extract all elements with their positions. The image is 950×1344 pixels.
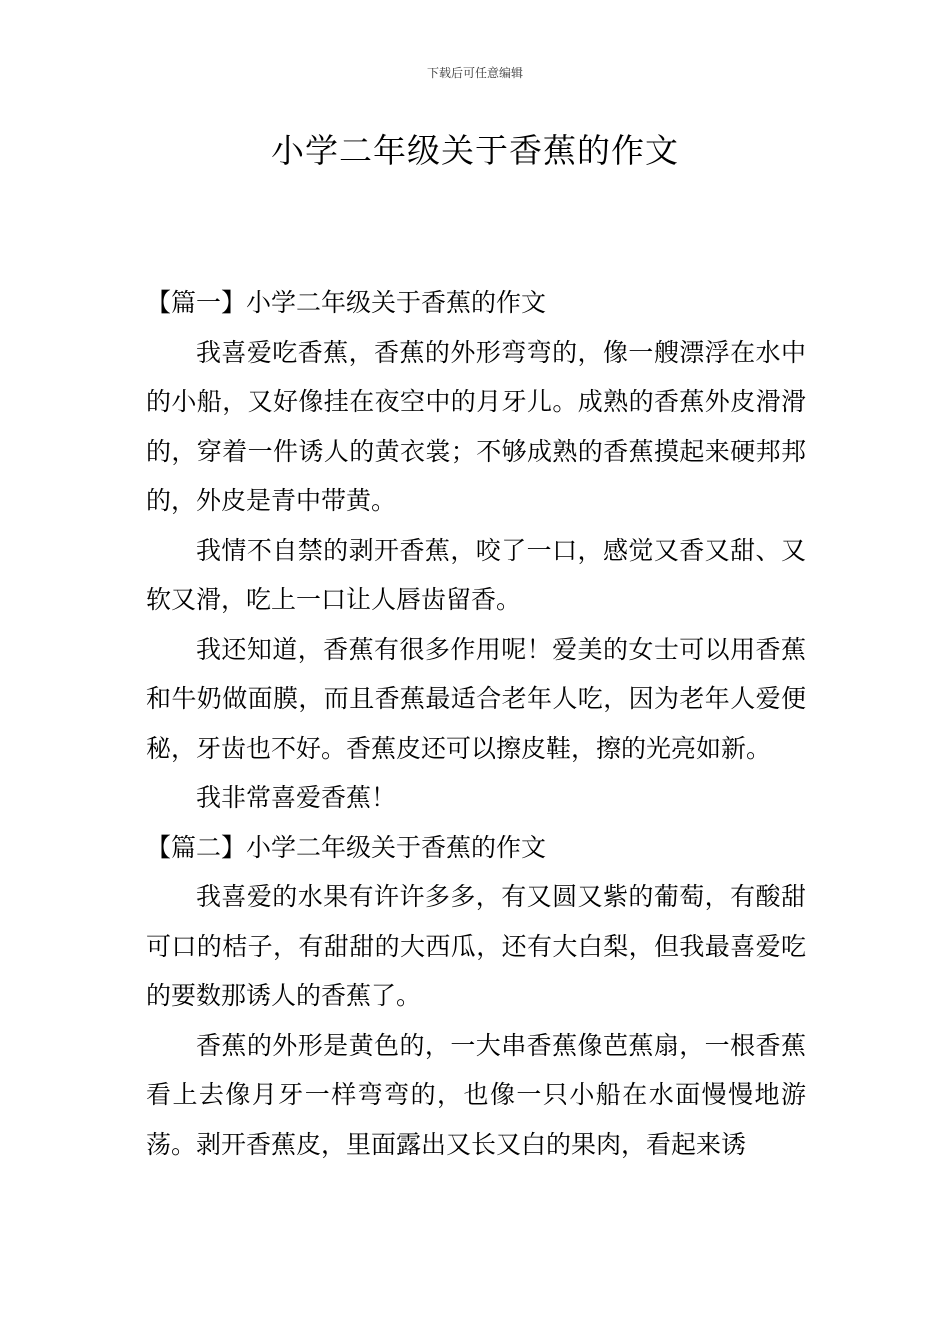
section-2-paragraph-1: 我喜爱的水果有许许多多，有又圆又紫的葡萄，有酸甜可口的桔子，有甜甜的大西瓜，还有大白梨，但我最喜爱吃的要数那诱人的香蕉了。 <box>146 882 806 1010</box>
section-1-paragraph-2: 我情不自禁的剥开香蕉，咬了一口，感觉又香又甜、又软又滑，吃上一口让人唇齿留香。 <box>146 535 806 614</box>
section-1-paragraph-4: 我非常喜爱香蕉！ <box>196 783 397 812</box>
section-1-heading: 【篇一】小学二年级关于香蕉的作文 <box>146 288 547 317</box>
section-1-paragraph-1: 我喜爱吃香蕉，香蕉的外形弯弯的，像一艘漂浮在水中的小船，又好像挂在夜空中的月牙儿。成熟的香蕉外皮滑滑的，穿着一件诱人的黄衣裳；不够成熟的香蕉摸起来硬邦邦的，外皮是青中带黄。 <box>146 337 806 515</box>
section-2-heading: 【篇二】小学二年级关于香蕉的作文 <box>146 832 547 862</box>
section-2-paragraph-2: 香蕉的外形是黄色的，一大串香蕉像芭蕉扇，一根香蕉看上去像月牙一样弯弯的，也像一只小船在水面慢慢地游荡。剥开香蕉皮，里面露出又长又白的果肉，看起来诱 <box>146 1030 806 1159</box>
section-1-paragraph-3: 我还知道，香蕉有很多作用呢！爱美的女士可以用香蕉和牛奶做面膜，而且香蕉最适合老年人吃，因为老年人爱便秘，牙齿也不好。香蕉皮还可以擦皮鞋，擦的光亮如新。 <box>146 634 806 763</box>
page-header-note: 下载后可任意编辑 <box>426 66 523 80</box>
document-title: 小学二年级关于香蕉的作文 <box>271 131 679 170</box>
document-body <box>146 278 806 1169</box>
